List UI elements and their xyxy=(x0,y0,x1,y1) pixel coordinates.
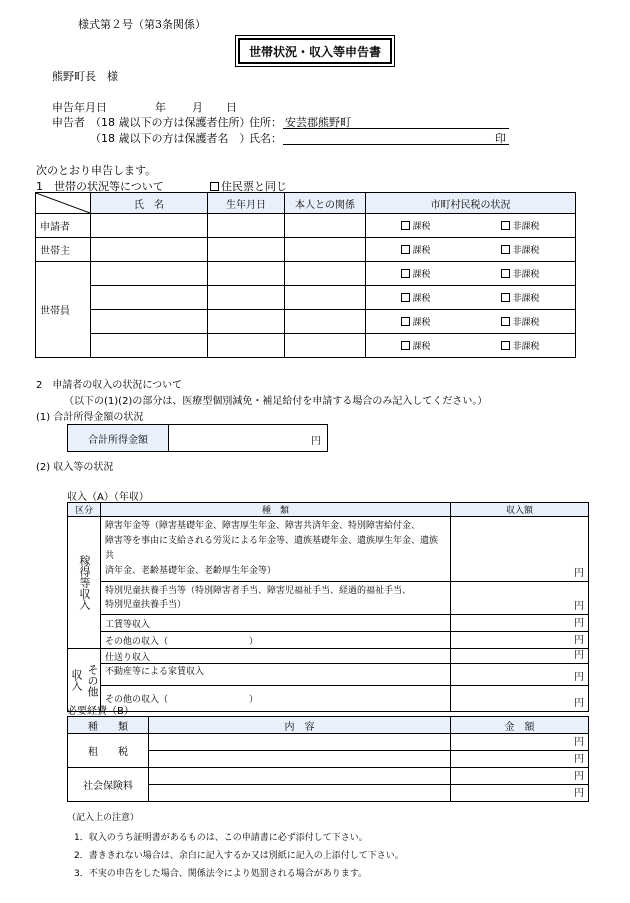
tax-taxed-option[interactable]: 課税 xyxy=(401,291,430,304)
remittance-amount[interactable]: 円 xyxy=(451,649,589,664)
rent-amount[interactable]: 円 xyxy=(451,664,589,686)
header-expense-amount: 金 額 xyxy=(451,717,589,734)
header-relation: 本人との関係 xyxy=(285,193,366,214)
header-category: 区分 xyxy=(68,503,101,517)
header-birthdate: 生年月日 xyxy=(208,193,285,214)
rent-row: 不動産等による家賃収入 xyxy=(101,664,451,686)
header-expense-type: 種 類 xyxy=(68,717,149,734)
section1-heading: 1 世帯の状況等について xyxy=(36,180,164,193)
remittance-row: 仕送り収入 xyxy=(101,649,451,664)
other-income-row: その他の収入（ ） xyxy=(101,632,451,649)
address-value[interactable]: 安芸郡熊野町 xyxy=(285,116,351,129)
row-applicant: 申請者 xyxy=(36,214,91,238)
date-day: 日 xyxy=(226,101,237,114)
insurance-expense-label: 社会保険料 xyxy=(68,768,149,802)
household-table xyxy=(35,192,576,358)
section2-heading: 2 申請者の収入の状況について xyxy=(36,380,183,391)
form-number: 様式第２号（第3条関係） xyxy=(78,18,206,31)
name-note: （18 歳以下の方は保護者名 ） xyxy=(90,132,251,145)
seal-mark: 印 xyxy=(495,132,506,145)
notes-heading: （記入上の注意） xyxy=(67,813,140,823)
address-label: 住所： xyxy=(249,116,282,129)
tax-taxed-option[interactable]: 課税 xyxy=(401,339,430,352)
tax-exempt-option[interactable]: 非課税 xyxy=(501,291,539,304)
total-income-table xyxy=(67,424,328,452)
total-income-label: 合計所得金額 xyxy=(68,425,169,452)
note-item: 2．書ききれない場合は、余白に記入するか又は別紙に記入の上添付して下さい。 xyxy=(74,851,404,861)
other-income2-row: その他の収入（ ） xyxy=(101,686,451,712)
same-as-registry-option[interactable]: 住民票と同じ xyxy=(210,178,287,194)
tax-exempt-option[interactable]: 非課税 xyxy=(501,219,539,232)
header-expense-content: 内 容 xyxy=(149,717,451,734)
date-label: 申告年月日 xyxy=(52,101,107,114)
tax-taxed-option[interactable]: 課税 xyxy=(401,315,430,328)
name-label: 氏名： xyxy=(249,132,282,145)
header-tax-status: 市町村民税の状況 xyxy=(366,193,576,214)
expense-table: 種 類 内 容 金 額 租 税 円 円 社会保険料 円 円 xyxy=(67,716,589,802)
addressee: 熊野町長 様 xyxy=(52,70,118,83)
note-item: 1．収入のうち証明書があるものは、この申請書に必ず添付して下さい。 xyxy=(74,833,368,843)
diagonal-corner xyxy=(36,193,91,214)
note-item: 3．不実の申告をした場合、関係法令により処罰される場合があります。 xyxy=(74,869,368,879)
wages-row: 工賃等収入 xyxy=(101,615,451,632)
pension-amount[interactable]: 円 xyxy=(451,517,589,582)
row-householder: 世帯主 xyxy=(36,238,91,262)
income-status-heading: (2) 収入等の状況 xyxy=(36,462,114,473)
pension-row: 障害年金等（障害基礎年金、障害厚生年金、障害共済年金、特別障害給付金、 障害等を事由に支給される労災による年金等、遺族基礎年金、遺族厚生年金、遺族共 済年金、老齢基礎年金、老齢厚生年金等） xyxy=(101,517,451,582)
earned-income-label: 稼得等収入 xyxy=(68,517,101,649)
header-name: 氏 名 xyxy=(91,193,208,214)
page-title: 世帯状況・収入等申告書 xyxy=(238,38,392,64)
other-category-label: その他収入 xyxy=(68,649,101,712)
row-members: 世帯員 xyxy=(36,262,91,358)
income-a-heading: 収入（A）（年収） xyxy=(67,492,149,503)
tax-taxed-option[interactable]: 課税 xyxy=(401,219,430,232)
address-note: （18 歳以下の方は保護者住所） xyxy=(90,116,251,129)
wages-amount[interactable]: 円 xyxy=(451,615,589,632)
date-month: 月 xyxy=(192,101,203,114)
declarant-label: 申告者 xyxy=(52,116,85,129)
child-allowance-amount[interactable]: 円 xyxy=(451,582,589,615)
tax-taxed-option[interactable]: 課税 xyxy=(401,243,430,256)
expense-heading: 必要経費（B） xyxy=(67,706,134,717)
name-field[interactable] xyxy=(283,144,509,145)
tax-expense-label: 租 税 xyxy=(68,734,149,768)
intro-text: 次のとおり申告します。 xyxy=(36,164,157,177)
header-type: 種 類 xyxy=(101,503,451,517)
tax-exempt-option[interactable]: 非課税 xyxy=(501,267,539,280)
header-amount: 収入額 xyxy=(451,503,589,517)
tax-taxed-option[interactable]: 課税 xyxy=(401,267,430,280)
child-allowance-row: 特別児童扶養手当等（特別障害者手当、障害児福祉手当、経過的福祉手当、 特別児童扶養手当） xyxy=(101,582,451,615)
total-income-field[interactable]: 円 xyxy=(169,425,328,452)
tax-exempt-option[interactable]: 非課税 xyxy=(501,339,539,352)
other-income2-amount[interactable]: 円 xyxy=(451,686,589,712)
other-income-amount[interactable]: 円 xyxy=(451,632,589,649)
total-income-heading: (1) 合計所得金額の状況 xyxy=(36,412,144,423)
income-table xyxy=(67,502,589,712)
tax-exempt-option[interactable]: 非課税 xyxy=(501,315,539,328)
tax-exempt-option[interactable]: 非課税 xyxy=(501,243,539,256)
checkbox-icon[interactable] xyxy=(210,182,219,191)
section2-note: （以下の(1)(2)の部分は、医療型個別減免・補足給付を申請する場合のみ記入してください。） xyxy=(64,396,488,407)
date-year: 年 xyxy=(155,101,166,114)
